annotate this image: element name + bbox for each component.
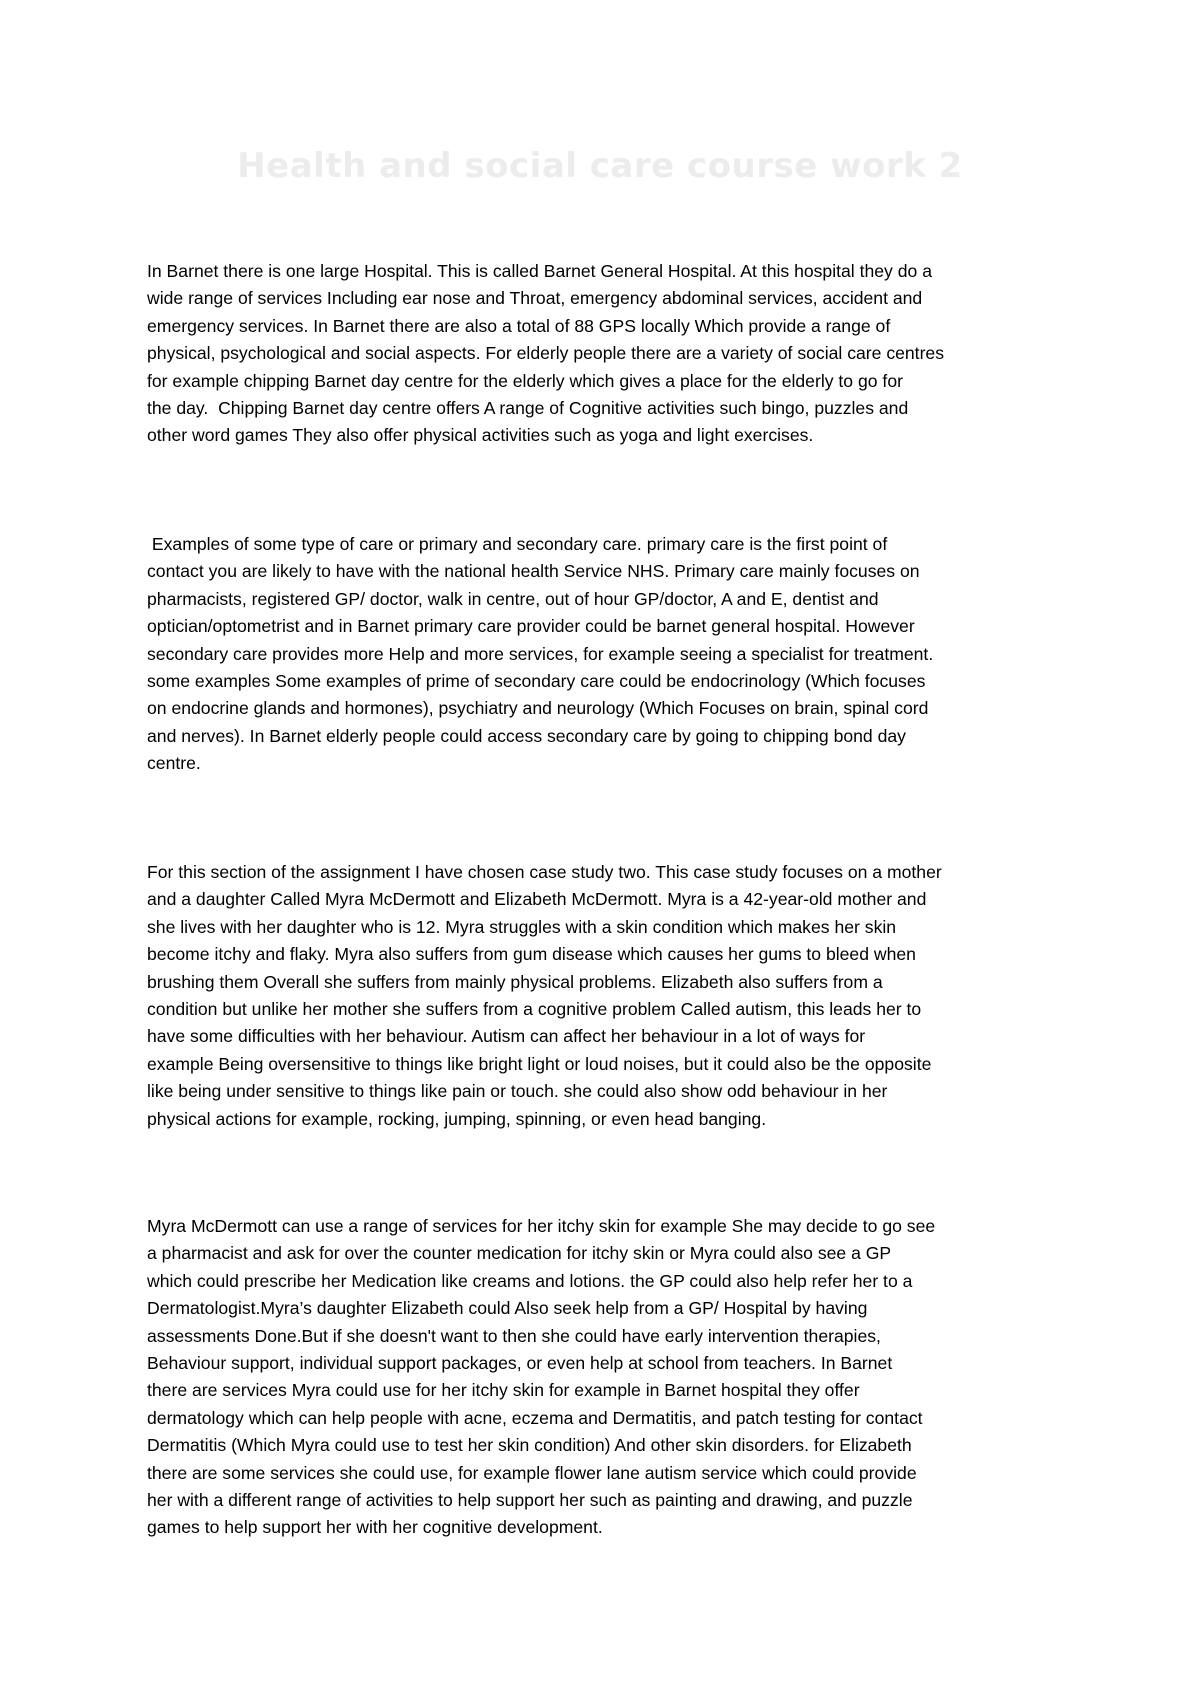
paragraph-case-study: For this section of the assignment I have chosen case study two. This case study focuses on a mother and a daughter Called Myra McDermott and Elizabeth McDermott. Myra is a 42-year-old mother and she lives with her daughter who is 12. Myra struggles with a skin condition which makes her skin become itchy and flaky. Myra also suffers from gum disease which causes her gums to bleed when brushing them Overall she suffers from mainly physical problems. Elizabeth also suffers from a condition but unlike her mother she suffers from a cognitive problem Called autism, this leads her to have some difficulties with her behaviour. Autism can affect her behaviour in a lot of ways for example Being oversensitive to things like bright light or loud noises, but it could also be the opposite like being under sensitive to things like pain or touch. she could also show odd behaviour in her physical actions for example, rocking, jumping, spinning, or even head banging. [147,862,942,1129]
paragraph-primary-secondary-care: Examples of some type of care or primary and secondary care. primary care is the first point of contact you are likely to have with the national health Service NHS. Primary care mainly focuses on pharmacists, registered GP/ doctor, walk in centre, out of hour GP/doctor, A and E, dentist and optician/optometrist and in Barnet primary care provider could be barnet general hospital. However secondary care provides more Help and more services, for example seeing a specialist for treatment. some examples Some examples of prime of secondary care could be endocrinology (Which focuses on endocrine glands and hormones), psychiatry and neurology (Which Focuses on brain, spinal cord and nerves). In Barnet elderly people could access secondary care by going to chipping bond day centre. [147,534,934,774]
paragraph-local-services: In Barnet there is one large Hospital. This is called Barnet General Hospital. At this hospital they do a wide range of services Including ear nose and Throat, emergency abdominal services, accident and emergency services. In Barnet there are also a total of 88 GPS locally Which provide a range of physical, psychological and social aspects. For elderly people there are a variety of social care centres for example chipping Barnet day centre for the elderly which gives a place for the elderly to go for the day. Chipping Barnet day centre offers A range of Cognitive activities such bingo, puzzles and other word games They also offer physical activities such as yoga and light exercises. [147,261,945,446]
paragraph-services-for-myra-elizabeth: Myra McDermott can use a range of services for her itchy skin for example She may decide to go see a pharmacist and ask for over the counter medication for itchy skin or Myra could also see a GP which could prescribe her Medication like creams and lotions. the GP could also help refer her to a Dermatologist.Myra’s daughter Elizabeth could Also seek help from a GP/ Hospital by having assessments Done.But if she doesn't want to then she could have early intervention therapies, Behaviour support, individual support packages, or even help at school from teachers. In Barnet there are services Myra could use for her itchy skin for example in Barnet hospital they offer dermatology which can help people with acne, eczema and Dermatitis, and patch testing for contact Dermatitis (Which Myra could use to test her skin condition) And other skin disorders. for Elizabeth there are some services she could use, for example flower lane autism service which could provide her with a different range of activities to help support her such as painting and drawing, and puzzle games to help support her with her cognitive development. [147,1216,936,1538]
document-title: Health and social care course work 2 [237,146,963,186]
